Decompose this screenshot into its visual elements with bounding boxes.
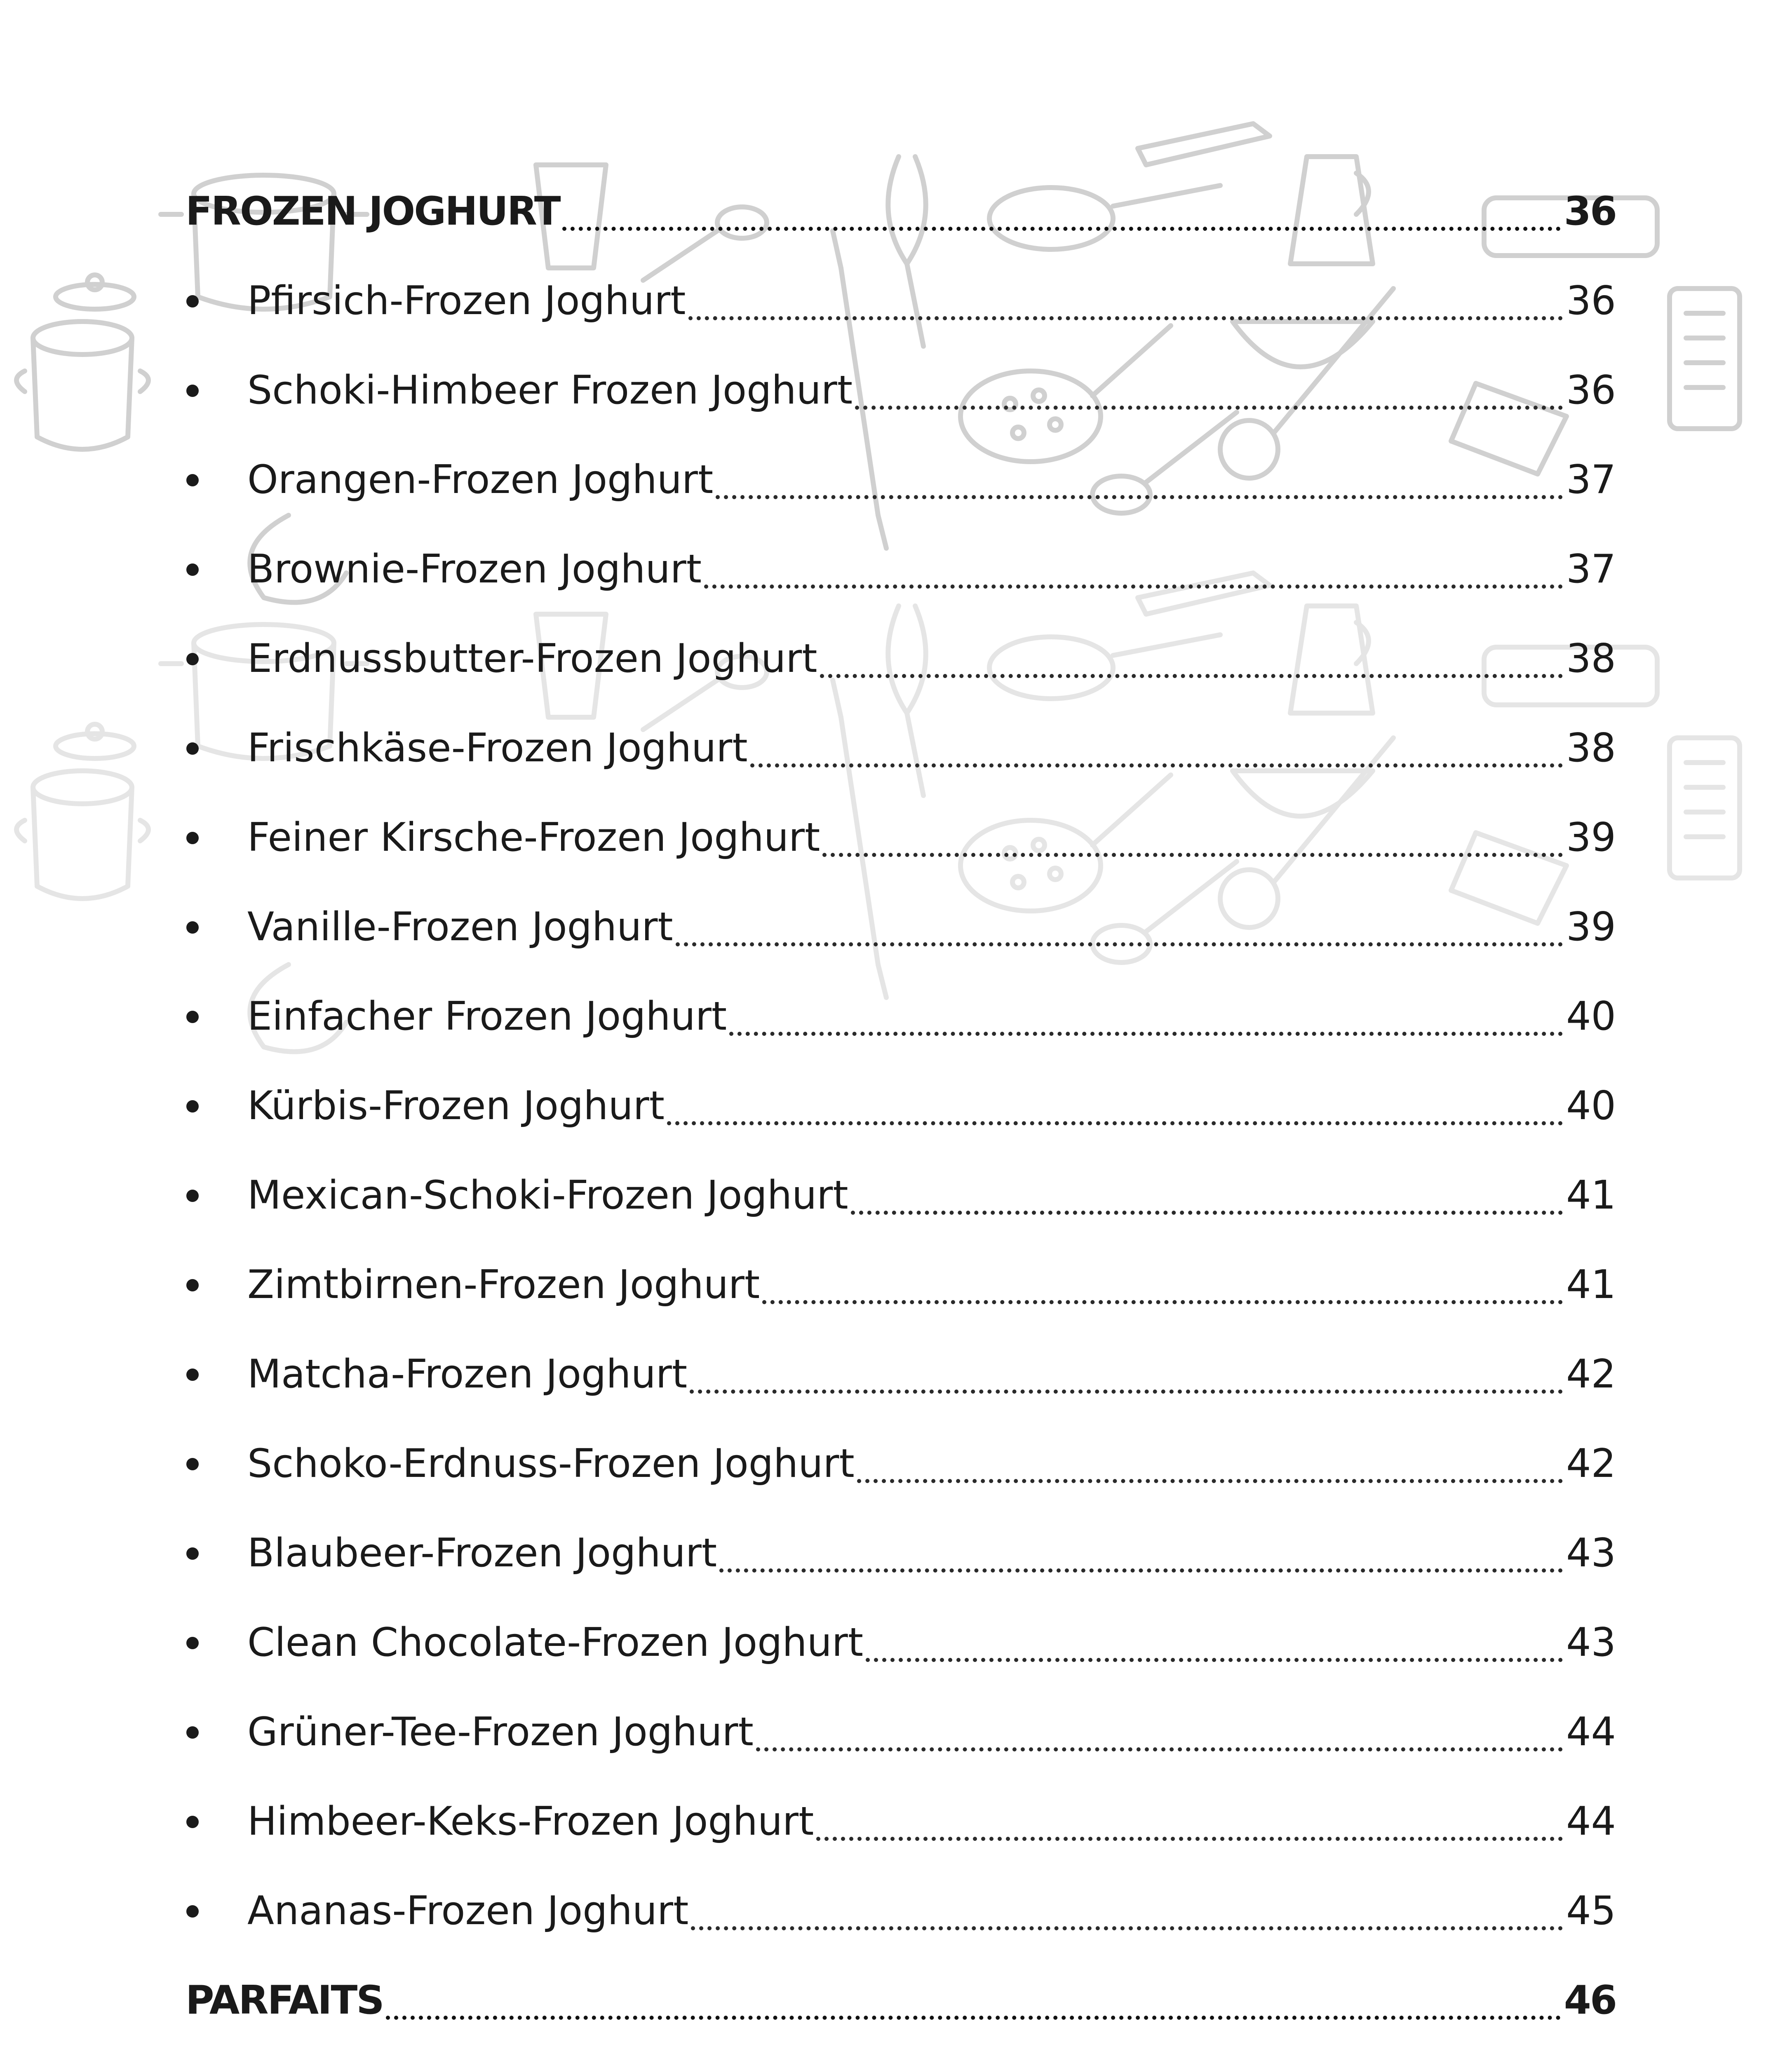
toc-entry[interactable] [186,1151,1616,1240]
dot-leader [688,316,1563,320]
toc-page-number: 42 [1566,1441,1616,1486]
toc-page-number: 43 [1566,1620,1616,1665]
dot-leader [816,1836,1563,1841]
toc-title: FROZEN JOGHURT [186,189,560,234]
toc-entry[interactable] [186,525,1616,614]
toc-title: Feiner Kirsche-Frozen Joghurt [247,815,820,860]
toc-title: Kürbis-Frozen Joghurt [247,1083,665,1129]
dot-leader [667,1121,1563,1125]
dot-leader [857,1479,1563,1483]
toc-page-number: 44 [1566,1709,1616,1755]
toc-title: Clean Chocolate-Frozen Joghurt [247,1620,864,1665]
bullet-icon [186,1688,247,1777]
toc-entry[interactable] [186,1598,1616,1688]
bullet-icon [186,525,247,614]
toc-page-number: 42 [1566,1352,1616,1397]
bullet-icon [186,1598,247,1688]
bullet-icon [186,1151,247,1240]
toc-page-number: 40 [1566,994,1616,1039]
toc-title: Vanille-Frozen Joghurt [247,904,673,950]
toc-title: Zimtbirnen-Frozen Joghurt [247,1262,760,1307]
toc-page-number: 37 [1566,547,1616,592]
toc-entry[interactable] [186,614,1616,704]
dot-leader [719,1568,1563,1573]
toc-entry[interactable] [186,1330,1616,1419]
toc-title: Einfacher Frozen Joghurt [247,994,727,1039]
toc-title: Schoki-Himbeer Frozen Joghurt [247,368,853,413]
bullet-icon [186,1509,247,1598]
toc-title: Orangen-Frozen Joghurt [247,457,714,502]
bullet-icon [186,1419,247,1509]
dot-leader [822,852,1563,857]
dot-leader [855,405,1563,410]
toc-page-number: 36 [1564,189,1616,234]
bullet-icon [186,1061,247,1151]
toc-page-number: 38 [1566,636,1616,681]
dot-leader [704,584,1563,589]
bullet-icon [186,435,247,525]
dot-leader [676,942,1563,946]
toc-page-number: 40 [1566,1083,1616,1129]
toc-title: Blaubeer-Frozen Joghurt [247,1530,717,1576]
toc-page-number: 37 [1566,457,1616,502]
toc-page-number: 36 [1566,278,1616,324]
toc-page-number: 43 [1566,1530,1616,1576]
toc-page-number: 45 [1566,1888,1616,1934]
dot-leader [762,1300,1563,1304]
toc-title: Brownie-Frozen Joghurt [247,547,702,592]
toc-entry[interactable] [186,1509,1616,1598]
toc-page-number: 44 [1566,1799,1616,1844]
bullet-icon [186,1240,247,1330]
toc-title: Ananas-Frozen Joghurt [247,1888,689,1934]
dot-leader [690,1389,1563,1394]
table-of-contents [186,167,1616,2061]
bullet-icon [186,972,247,1061]
toc-title: Erdnussbutter-Frozen Joghurt [247,636,817,681]
toc-entry[interactable] [186,1688,1616,1777]
dot-leader [820,674,1563,678]
bullet-icon [186,1866,247,1956]
toc-entry[interactable] [186,346,1616,435]
toc-page-number: 36 [1566,368,1616,413]
toc-entry[interactable] [186,883,1616,972]
toc-section-heading[interactable] [186,167,1616,256]
dot-leader [716,495,1563,499]
toc-title: Frischkäse-Frozen Joghurt [247,725,748,771]
toc-entry[interactable] [186,1240,1616,1330]
toc-page-number: 41 [1566,1173,1616,1218]
bullet-icon [186,1777,247,1866]
dot-leader [729,1031,1563,1036]
dot-leader [691,1926,1563,1930]
toc-title: Schoko-Erdnuss-Frozen Joghurt [247,1441,855,1486]
bullet-icon [186,2045,247,2061]
dot-leader [750,763,1563,768]
toc-page-number: 41 [1566,1262,1616,1307]
toc-entry[interactable] [186,972,1616,1061]
toc-entry[interactable] [186,2045,1616,2061]
toc-section-heading[interactable] [186,1956,1616,2045]
toc-entry[interactable] [186,704,1616,793]
bullet-icon [186,614,247,704]
toc-entry[interactable] [186,793,1616,883]
bullet-icon [186,793,247,883]
bullet-icon [186,704,247,793]
toc-title: Himbeer-Keks-Frozen Joghurt [247,1799,814,1844]
bullet-icon [186,883,247,972]
toc-entry[interactable] [186,1866,1616,1956]
dot-leader [562,226,1561,231]
toc-entry[interactable] [186,1419,1616,1509]
toc-title: Pfirsich-Frozen Joghurt [247,278,686,324]
toc-entry[interactable] [186,1061,1616,1151]
toc-entry[interactable] [186,435,1616,525]
dot-leader [866,1657,1563,1662]
toc-page-number: 39 [1566,904,1616,950]
bullet-icon [186,256,247,346]
dot-leader [851,1210,1563,1215]
toc-page-number: 46 [1564,1978,1616,2023]
bullet-icon [186,1330,247,1419]
toc-entry[interactable] [186,1777,1616,1866]
dot-leader [756,1747,1563,1751]
toc-title: Matcha-Frozen Joghurt [247,1352,688,1397]
toc-title: PARFAITS [186,1978,383,2023]
dot-leader [386,2015,1561,2020]
toc-page-number: 39 [1566,815,1616,860]
toc-title: Grüner-Tee-Frozen Joghurt [247,1709,754,1755]
toc-entry[interactable] [186,256,1616,346]
toc-title: Mexican-Schoki-Frozen Joghurt [247,1173,848,1218]
toc-page-number: 38 [1566,725,1616,771]
bullet-icon [186,346,247,435]
